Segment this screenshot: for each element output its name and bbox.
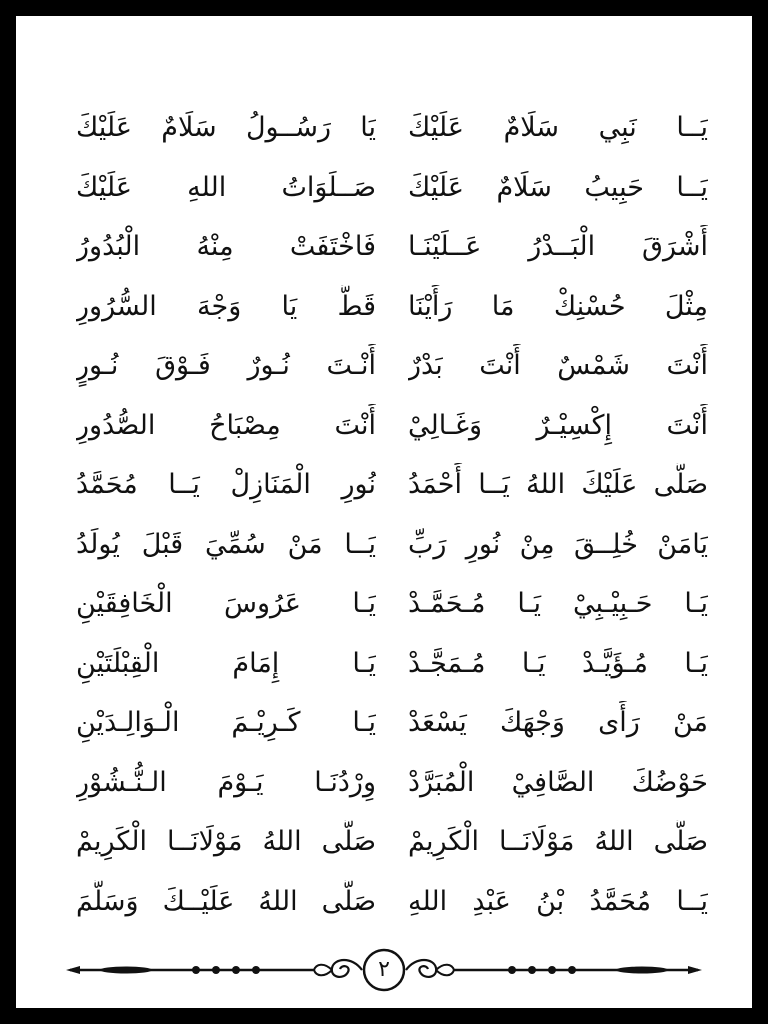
verse-second-hemistich: يَــا مَنْ سُمِّيَ قَبْلَ يُولَدُ: [76, 528, 376, 560]
verse-first-hemistich: أَنْتَ إِكْسِيْـرٌ وَغَـالِيْ: [408, 409, 708, 441]
verse-first-hemistich: أَنْتَ شَمْسٌ أَنْتَ بَدْرٌ: [408, 350, 708, 381]
verse-line: [16, 285, 752, 345]
verse-first-hemistich: يَامَنْ خُلِــقَ مِنْ نُورِ رَبِّ: [408, 528, 708, 560]
page-number: ٢: [378, 957, 390, 982]
verse-first-hemistich: يَــا نَبِي سَلَامٌ عَلَيْكَ: [408, 112, 708, 143]
verse-second-hemistich: صَــلَوَاتُ اللهِ عَلَيْكَ: [76, 171, 376, 203]
verse-second-hemistich: أَنْـتَ نُـورٌ فَـوْقَ نُـورٍ: [76, 350, 376, 381]
verse-line: [16, 701, 752, 761]
verse-line: [16, 880, 752, 940]
verse-line: [16, 642, 752, 702]
verse-second-hemistich: يَـا عَرُوسَ الْخَافِقَيْنِ: [76, 588, 376, 619]
verse-first-hemistich: يَــا حَبِيبُ سَلَامٌ عَلَيْكَ: [408, 171, 708, 203]
verse-first-hemistich: مَنْ رَأَى وَجْهَكَ يَسْعَدْ: [408, 707, 708, 738]
verse-line: [16, 404, 752, 464]
verse-line: [16, 820, 752, 880]
verse-first-hemistich: أَشْرَقَ الْبَــدْرُ عَــلَيْنَـا: [408, 231, 708, 262]
verse-line: [16, 582, 752, 642]
verse-first-hemistich: صَلَّى عَلَيْكَ اللهُ يَــا أَحْمَدُ: [408, 469, 708, 500]
verse-first-hemistich: يَـا حَـبِيْـبِيْ يَـا مُـحَمَّـدْ: [408, 588, 708, 619]
poem-verses: [16, 106, 752, 939]
verse-second-hemistich: صَلَّى اللهُ عَلَيْــكَ وَسَلَّمَ: [76, 885, 376, 917]
page-footer-ornament: [66, 948, 702, 992]
verse-first-hemistich: يَـا مُـؤَيَّـدْ يَـا مُـمَجَّـدْ: [408, 647, 708, 679]
verse-line: [16, 166, 752, 226]
verse-second-hemistich: نُورِ الْمَنَازِلْ يَــا مُحَمَّدُ: [76, 469, 376, 500]
verse-second-hemistich: صَلَّى اللهُ مَوْلَانَــا الْكَرِيمْ: [76, 826, 376, 857]
verse-line: [16, 106, 752, 166]
verse-line: [16, 344, 752, 404]
verse-second-hemistich: وِرْدُنَـا يَـوْمَ الـنُّـشُوْرِ: [76, 766, 376, 798]
verse-first-hemistich: صَلَّى اللهُ مَوْلَانَــا الْكَرِيمْ: [408, 826, 708, 857]
verse-first-hemistich: مِثْلَ حُسْنِكْ مَا رَأَيْنَا: [408, 290, 708, 322]
verse-second-hemistich: يَـا كَـرِيْـمَ الْـوَالِـدَيْنِ: [76, 707, 376, 738]
verse-second-hemistich: قَطُّ يَا وَجْهَ السُّرُورِ: [76, 290, 376, 322]
verse-line: [16, 463, 752, 523]
verse-second-hemistich: فَاخْتَفَتْ مِنْهُ الْبُدُورُ: [76, 231, 376, 262]
verse-line: [16, 523, 752, 583]
verse-second-hemistich: أَنْتَ مِصْبَاحُ الصُّدُورِ: [76, 409, 376, 441]
verse-second-hemistich: يَـا إِمَامَ الْقِبْلَتَيْنِ: [76, 647, 376, 679]
verse-first-hemistich: حَوْضُكَ الصَّافِيْ الْمُبَرَّدْ: [408, 766, 708, 798]
verse-second-hemistich: يَا رَسُــولُ سَلَامٌ عَلَيْكَ: [76, 112, 376, 143]
verse-line: [16, 225, 752, 285]
document-page: [16, 16, 752, 1008]
verse-first-hemistich: يَــا مُحَمَّدُ بْنُ عَبْدِ اللهِ: [408, 885, 708, 917]
verse-line: [16, 761, 752, 821]
